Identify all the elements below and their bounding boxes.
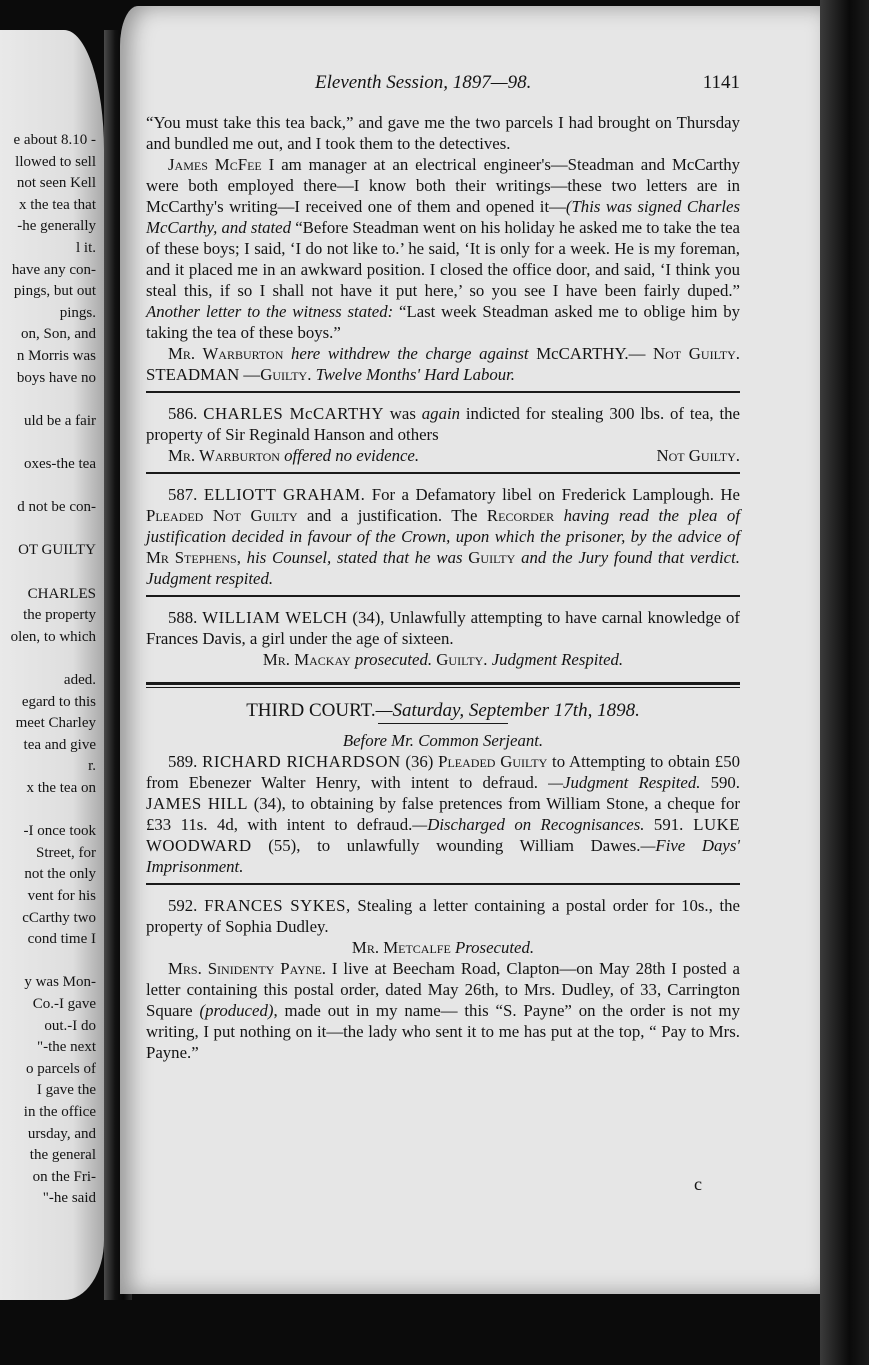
left-page-line: tea and give [23,736,96,753]
left-page-line: o parcels of [26,1060,96,1077]
left-page-line: meet Charley [15,715,96,732]
left-page-line: d not be con- [17,499,96,516]
running-title: Eleventh Session, 1897—98. [315,72,532,93]
left-page-line: uld be a fair [23,412,96,429]
case-number: 588. [168,608,198,627]
left-page-line: not seen Kell [16,175,96,192]
left-page-line: not the only [24,866,96,883]
left-page-line: CHARLES [27,585,96,602]
left-page-line: the property [23,607,96,624]
cases-589-591: 589. RICHARD RICHARDSON (36) Pleaded Guilty to Attempting to obtain £50 from Ebenezer Walter Henry, with intent to defraud. —Judgment Respited. 590. JAMES HILL (34), to obtaining by false pretences from William Stone, a cheque for £33 11s. 4d, with intent to defraud.—Discharged on Recognisances. 591. LUKE WOODWARD (55), to unlawfully wounding William Dawes.—Five Days' Imprisonment. [146,752,741,876]
left-page-line: Street, for [36,844,96,861]
defendant-name: ELLIOTT GRAHAM. [203,485,366,504]
case-number: 586. [168,404,198,423]
case-number: 592. [168,896,198,915]
witness-name: Mrs. Sinidenty Payne. [168,959,327,978]
right-page [120,6,820,1294]
page-header [120,72,820,98]
left-page-line: y was Mon- [24,974,96,991]
left-page-line: cond time I [27,931,96,948]
case-587: 587. ELLIOTT GRAHAM. For a Defamatory libel on Frederick Lamplough. He Pleaded Not Guilty and a justification. The Recorder having read the plea of justification decided in favour of the Crown, upon which the prisoner, by the advice of Mr Stephens, his Counsel, stated that he was Guilty and the Jury found that verdict. Judgment respited. [146,485,741,588]
page-body [146,112,740,1063]
left-page-line: out.-I do [44,1017,96,1034]
left-page-line: l it. [75,240,96,256]
case-592: 592. FRANCES SYKES, Stealing a letter containing a postal order for 10s., the property of Sophia Dudley. [146,896,740,936]
case-586-verdict: Mr. Warburton offered no evidence. Not Guilty. [168,446,740,465]
left-page-line: in the office [23,1104,96,1120]
left-page-line: have any con- [11,261,96,278]
section-divider [146,595,740,597]
left-page [0,30,104,1300]
page-number: 1141 [702,72,740,93]
section-divider [146,883,740,885]
paragraph-mcfee-testimony: James McFee I am manager at an electrical engineer's—Steadman and McCarthy were both employed there—I know both their writings—these two letters are in McCarthy's writing—I received one of them and opened it—(This was signed Charles McCarthy, and stated “Before Steadman went on his holiday he asked me to take the tea of these boys; I said, ‘I do not like to.’ he said, ‘It is only for a week. He is my foreman, and it placed me in an awkward position. I closed the office door, and said, ‘I think you steal this, if so I shall not have it put here,’ so you see I have been fairly duped.” Another letter to the witness stated: “Last week Steadman asked me to oblige him by taking the tea of these boys.” [146,155,741,342]
case-592-counsel: Mr. Metcalfe Prosecuted. [351,938,535,957]
defendant-name: FRANCES SYKES, [204,896,351,915]
left-page-line: aded. [63,672,96,688]
defendant-name: WILLIAM WELCH [202,608,348,627]
defendant-name: CHARLES McCARTHY [203,404,384,423]
left-page-line: I gave the [36,1082,96,1099]
left-page-line: x the tea that [18,196,96,213]
section-divider [146,391,740,393]
left-page-line: pings, but out [13,283,96,300]
case-number: 589. [168,752,198,771]
verdict: Not Guilty. [656,446,740,465]
case-586: 586. CHARLES McCARTHY was again indicted for stealing 300 lbs. of tea, the property of Sir Reginald Hanson and others [146,404,740,444]
left-page-line: on the Fri- [32,1168,96,1185]
left-page-line: vent for his [27,888,96,904]
left-page-line: -I once took [23,823,96,840]
left-page-line: n Morris was [16,348,96,364]
case-588: 588. WILLIAM WELCH (34), Unlawfully attempting to have carnal knowledge of Frances Davis, a girl under the age of sixteen. [146,608,740,648]
heading-rule [378,723,508,724]
left-page-line: "-he said [42,1190,96,1207]
left-page-line: pings. [59,304,96,321]
left-page-line: olen, to which [10,628,96,645]
verdict-mccarthy-steadman: Mr. Warburton here withdrew the charge against McCARTHY.— Not Guilty. STEADMAN —Guilty. Twelve Months' Hard Labour. [146,344,740,384]
left-page-line: on, Son, and [21,326,96,343]
case-588-verdict: Mr. Mackay prosecuted. Guilty. Judgment Respited. [262,650,624,669]
left-page-line: ursday, and [27,1125,96,1142]
court-heading: THIRD COURT.—Saturday, September 17th, 1898. [246,700,640,721]
section-divider [146,472,740,474]
left-page-line: "-the next [36,1039,96,1056]
book-edge [820,0,869,1365]
witness-name: James McFee [168,155,262,174]
left-page-line: e about 8.10 - [13,132,96,148]
left-page-line: r. [88,758,96,775]
left-page-line: boys have no [16,369,96,386]
court-divider-thin [146,687,740,688]
case-number: 587. [168,485,198,504]
left-page-line: x the tea on [26,780,96,796]
judge-heading: Before Mr. Common Serjeant. [342,731,544,750]
left-page-line: -he generally [17,218,96,235]
case-592-testimony: Mrs. Sinidenty Payne. I live at Beecham Road, Clapton—on May 28th I posted a letter containing this postal order, dated May 26th, to Mrs. Dudley, of 33, Carrington Square (produced), made out in my name— this “S. Payne” on the order is not my writing, I put nothing on it—the lady who sent it to me has put at the top, “ Pay to Mrs. Payne.” [146,959,740,1062]
left-page-line: oxes-the tea [23,456,96,472]
left-page-line: cCarthy two [22,909,96,926]
signature-mark: c [694,1174,702,1194]
left-page-line: llowed to sell [15,153,96,170]
left-page-line: egard to this [21,693,96,710]
paragraph-testimony-end: “You must take this tea back,” and gave me the two parcels I had brought on Thursday and bundled me out, and I took them to the detectives. [146,113,740,153]
court-divider [146,682,740,685]
left-page-line: OT GUILTY [18,542,96,559]
left-page-line: Co.-I gave [32,996,96,1012]
left-page-line: the general [29,1147,96,1164]
